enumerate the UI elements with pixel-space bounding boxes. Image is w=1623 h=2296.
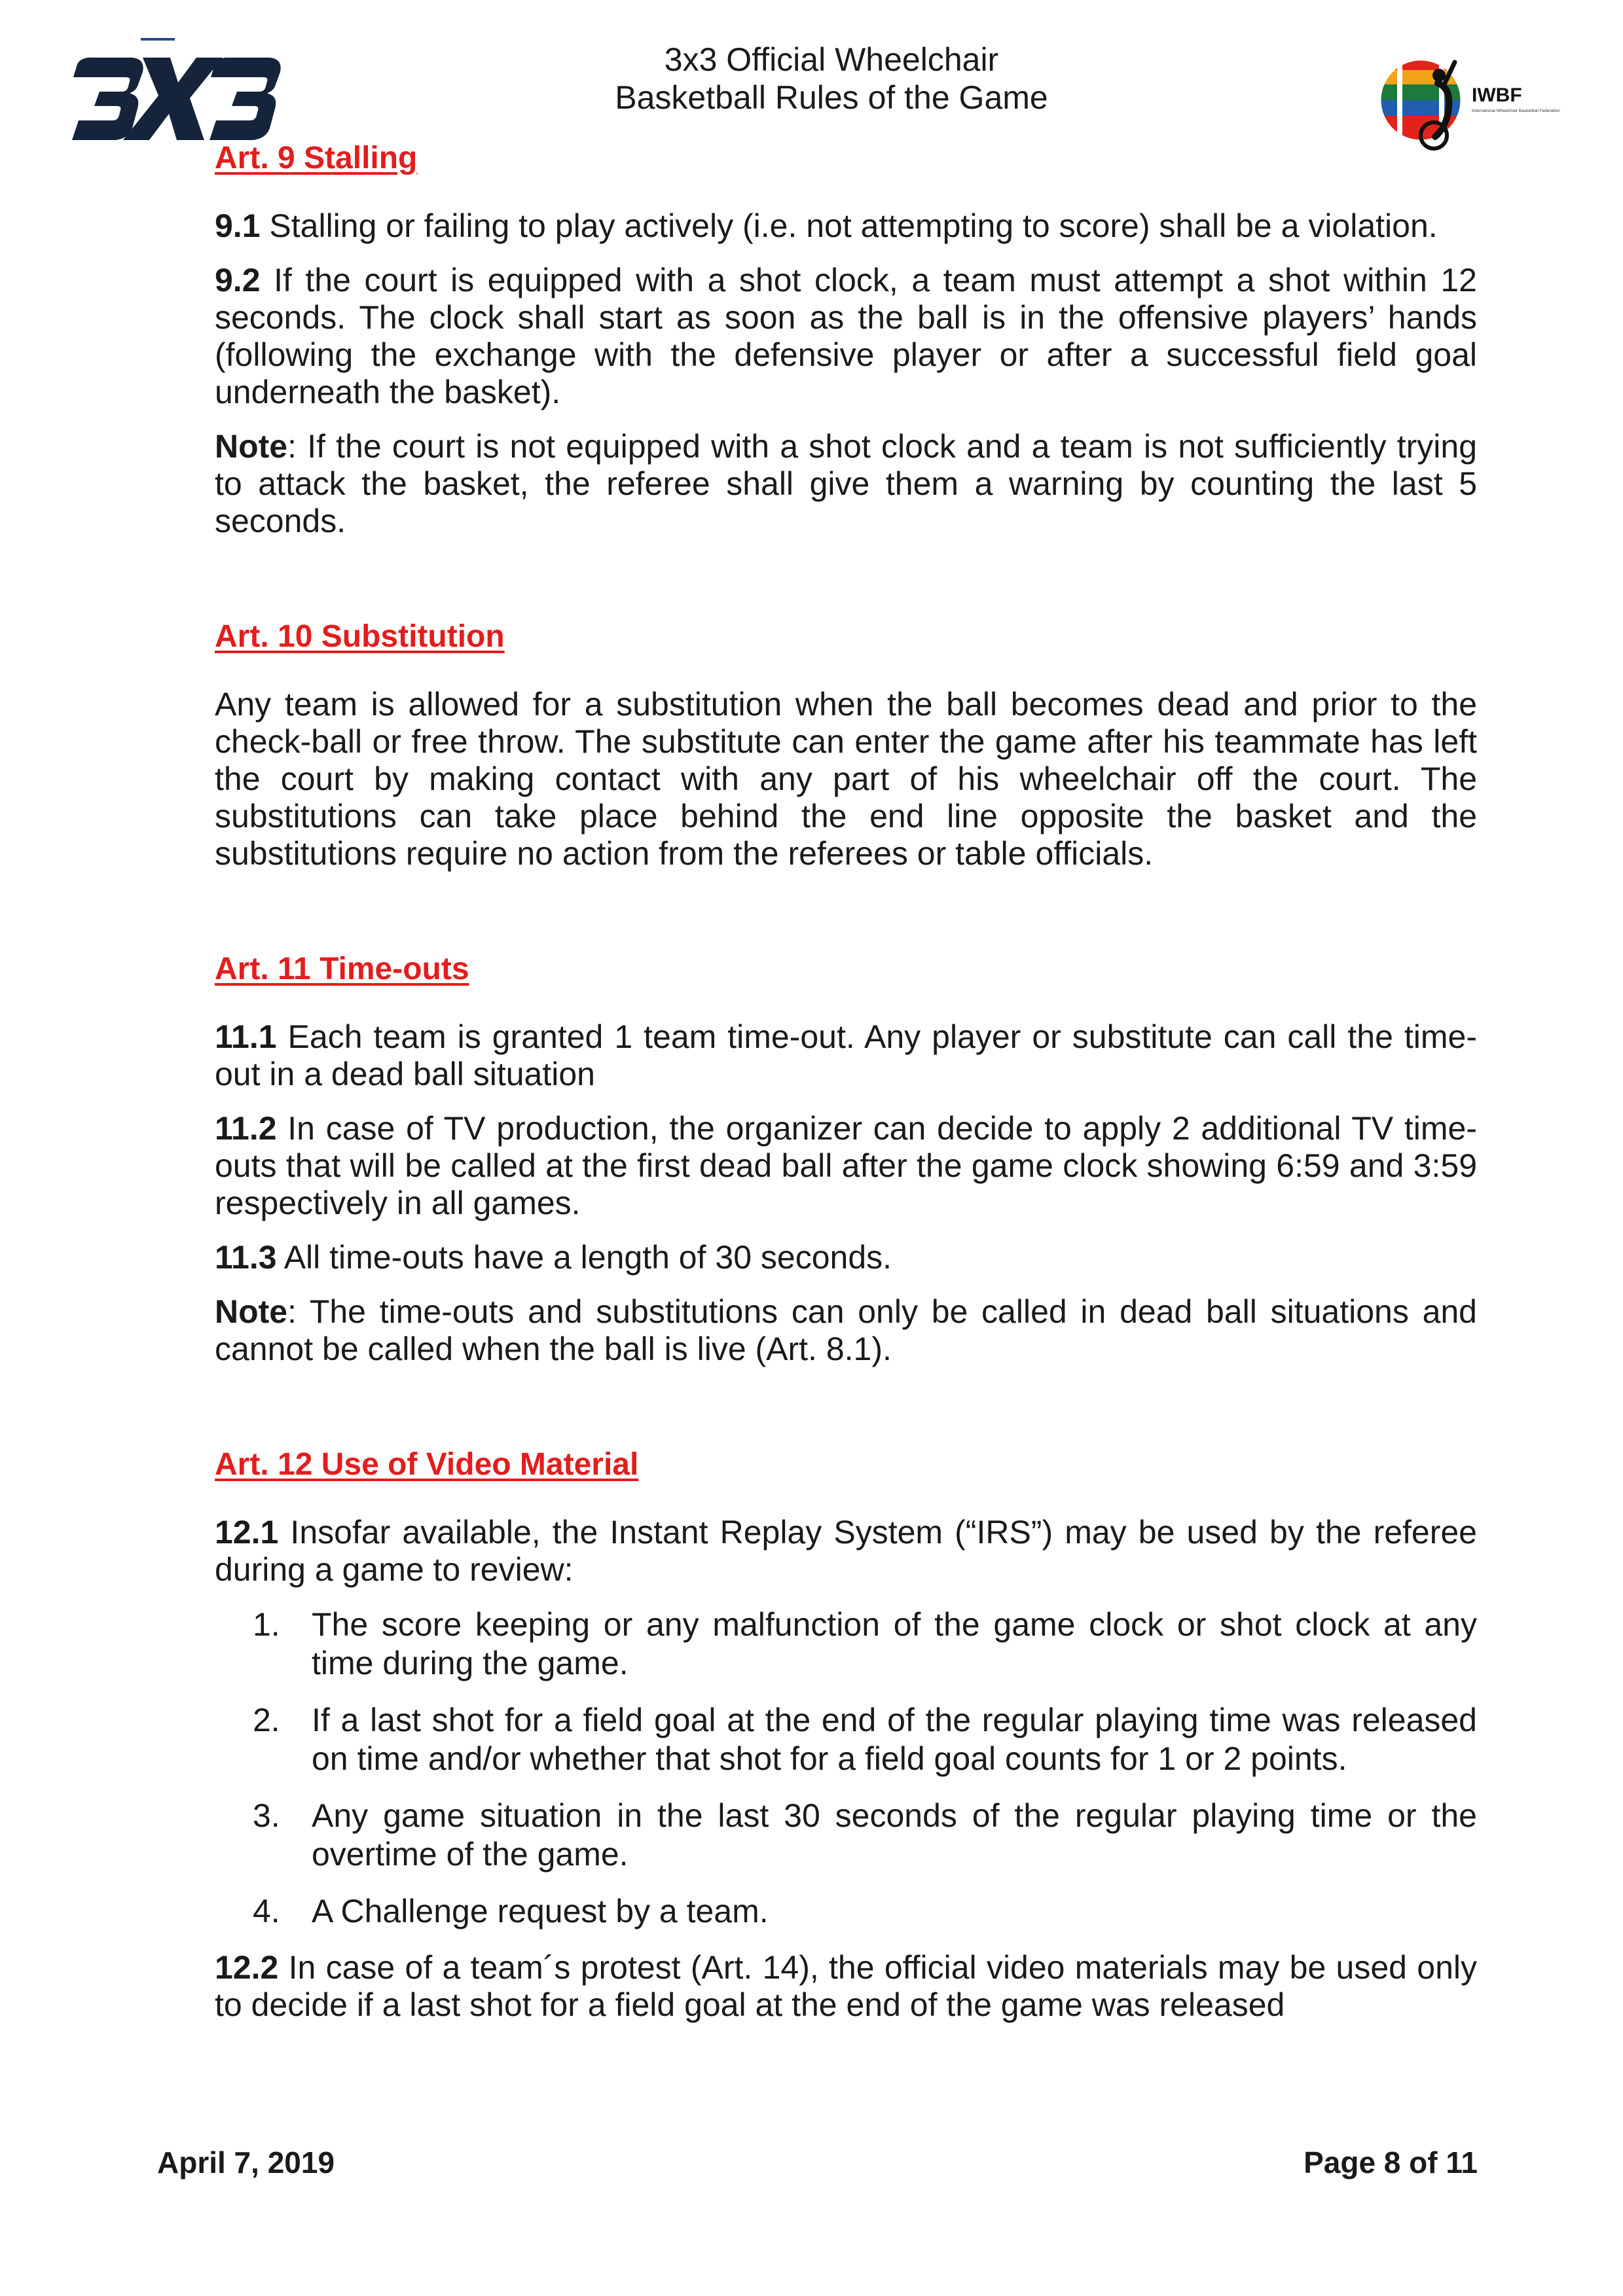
note-label: Note	[215, 428, 288, 465]
clause-text: Stalling or failing to play actively (i.e. not attempting to score) shall be a violation.	[260, 207, 1438, 244]
logo-accent-line	[141, 38, 175, 41]
iwbf-emblem	[1375, 49, 1560, 154]
footer-page-number: Page 8 of 11	[1304, 2145, 1478, 2179]
clause-number: 9.1	[215, 207, 261, 244]
section-spacer	[215, 557, 1477, 617]
list-marker: 1.	[253, 1606, 280, 1643]
section-spacer	[215, 889, 1477, 950]
list-item-text: Any game situation in the last 30 seconds of the regular playing time or the overtime of the game.	[312, 1797, 1477, 1873]
clause-text: If the court is equipped with a shot clock, a team must attempt a shot within 12 seconds. The clock shall start as soon as the ball is in the offensive players’ hands (following the exchange with the defensive player or after a successful field goal underneath the basket).	[215, 262, 1477, 410]
clause-text: In case of a team´s protest (Art. 14), the official video materials may be used only to decide if a last shot for a field goal at the end of the game was released	[215, 1949, 1477, 2023]
note-text: : The time-outs and substitutions can only be called in dead ball situations and cannot be called when the ball is live (Art. 8.1).	[215, 1293, 1477, 1367]
clause-text: All time-outs have a length of 30 seconds.	[276, 1239, 892, 1276]
document-header-title	[524, 41, 1139, 117]
logo-3x3-graphic	[72, 33, 282, 154]
heading-art-11: Art. 11 Time-outs	[215, 952, 469, 986]
paragraph-12-2	[215, 1949, 1477, 2024]
clause-text: Each team is granted 1 team time-out. Any player or substitute can call the time-out in a dead ball situation	[215, 1018, 1477, 1092]
heading-art-12: Art. 12 Use of Video Material	[215, 1447, 639, 1482]
heading-art-10: Art. 10 Substitution	[215, 619, 505, 654]
note-art-9	[215, 428, 1477, 540]
list-item-text: If a last shot for a field goal at the end of the regular playing time was released on time and/or whether that shot for a field goal counts for 1 or 2 points.	[312, 1702, 1477, 1777]
clause-number: 11.1	[215, 1018, 277, 1055]
header-title-line2: Basketball Rules of the Game	[615, 79, 1048, 116]
iwbf-subtitle: International Wheelchair Basketball Federation	[1472, 109, 1560, 113]
list-marker: 3.	[253, 1797, 280, 1834]
paragraph-art-10: Any team is allowed for a substitution when the ball becomes dead and prior to the check-ball or free throw. The substitute can enter the game after his teammate has left the court by making contact with any part of his wheelchair off the court. The substitutions can take place behind the end line opposite the basket and the substitutions require no action from the referees or table officials.	[215, 686, 1477, 872]
list-item-text: A Challenge request by a team.	[312, 1893, 769, 1929]
footer-date: April 7, 2019	[157, 2145, 335, 2179]
paragraph-11-3	[215, 1239, 1477, 1276]
logo-iwbf	[1375, 49, 1560, 154]
clause-number: 12.1	[215, 1514, 279, 1551]
paragraph-12-1	[215, 1514, 1477, 1588]
list-item-text: The score keeping or any malfunction of the game clock or shot clock at any time during the game.	[312, 1606, 1477, 1681]
note-label: Note	[215, 1293, 288, 1330]
iwbf-wordmark: IWBF	[1472, 84, 1522, 106]
clause-number: 11.2	[215, 1110, 277, 1147]
clause-number: 9.2	[215, 262, 261, 298]
clause-number: 11.3	[215, 1239, 277, 1276]
heading-art-9: Art. 9 Stalling	[215, 141, 418, 175]
clause-text: Insofar available, the Instant Replay System (“IRS”) may be used by the referee during a game to review:	[215, 1514, 1477, 1588]
paragraph-9-2	[215, 262, 1477, 411]
clause-text: In case of TV production, the organizer can decide to apply 2 additional TV time-outs that will be called at the first dead ball after the game clock showing 6:59 and 3:59 respectively in all games.	[215, 1110, 1477, 1221]
list-item	[215, 1797, 1477, 1874]
note-art-11	[215, 1293, 1477, 1368]
list-item	[215, 1892, 1477, 1931]
note-text: : If the court is not equipped with a shot clock and a team is not sufficiently trying to attack the basket, the referee shall give them a warning by counting the last 5 seconds.	[215, 428, 1477, 539]
clause-number: 12.2	[215, 1949, 279, 1986]
document-body	[215, 139, 1477, 2041]
paragraph-11-2	[215, 1110, 1477, 1222]
section-spacer	[215, 1385, 1477, 1445]
list-marker: 2.	[253, 1702, 280, 1738]
logo-3x3	[72, 33, 282, 154]
paragraph-9-1	[215, 207, 1477, 245]
paragraph-11-1	[215, 1018, 1477, 1093]
list-item	[215, 1605, 1477, 1683]
review-items-list	[215, 1605, 1477, 1931]
list-marker: 4.	[253, 1893, 280, 1929]
list-item	[215, 1701, 1477, 1778]
header-title-line1: 3x3 Official Wheelchair	[664, 41, 999, 78]
